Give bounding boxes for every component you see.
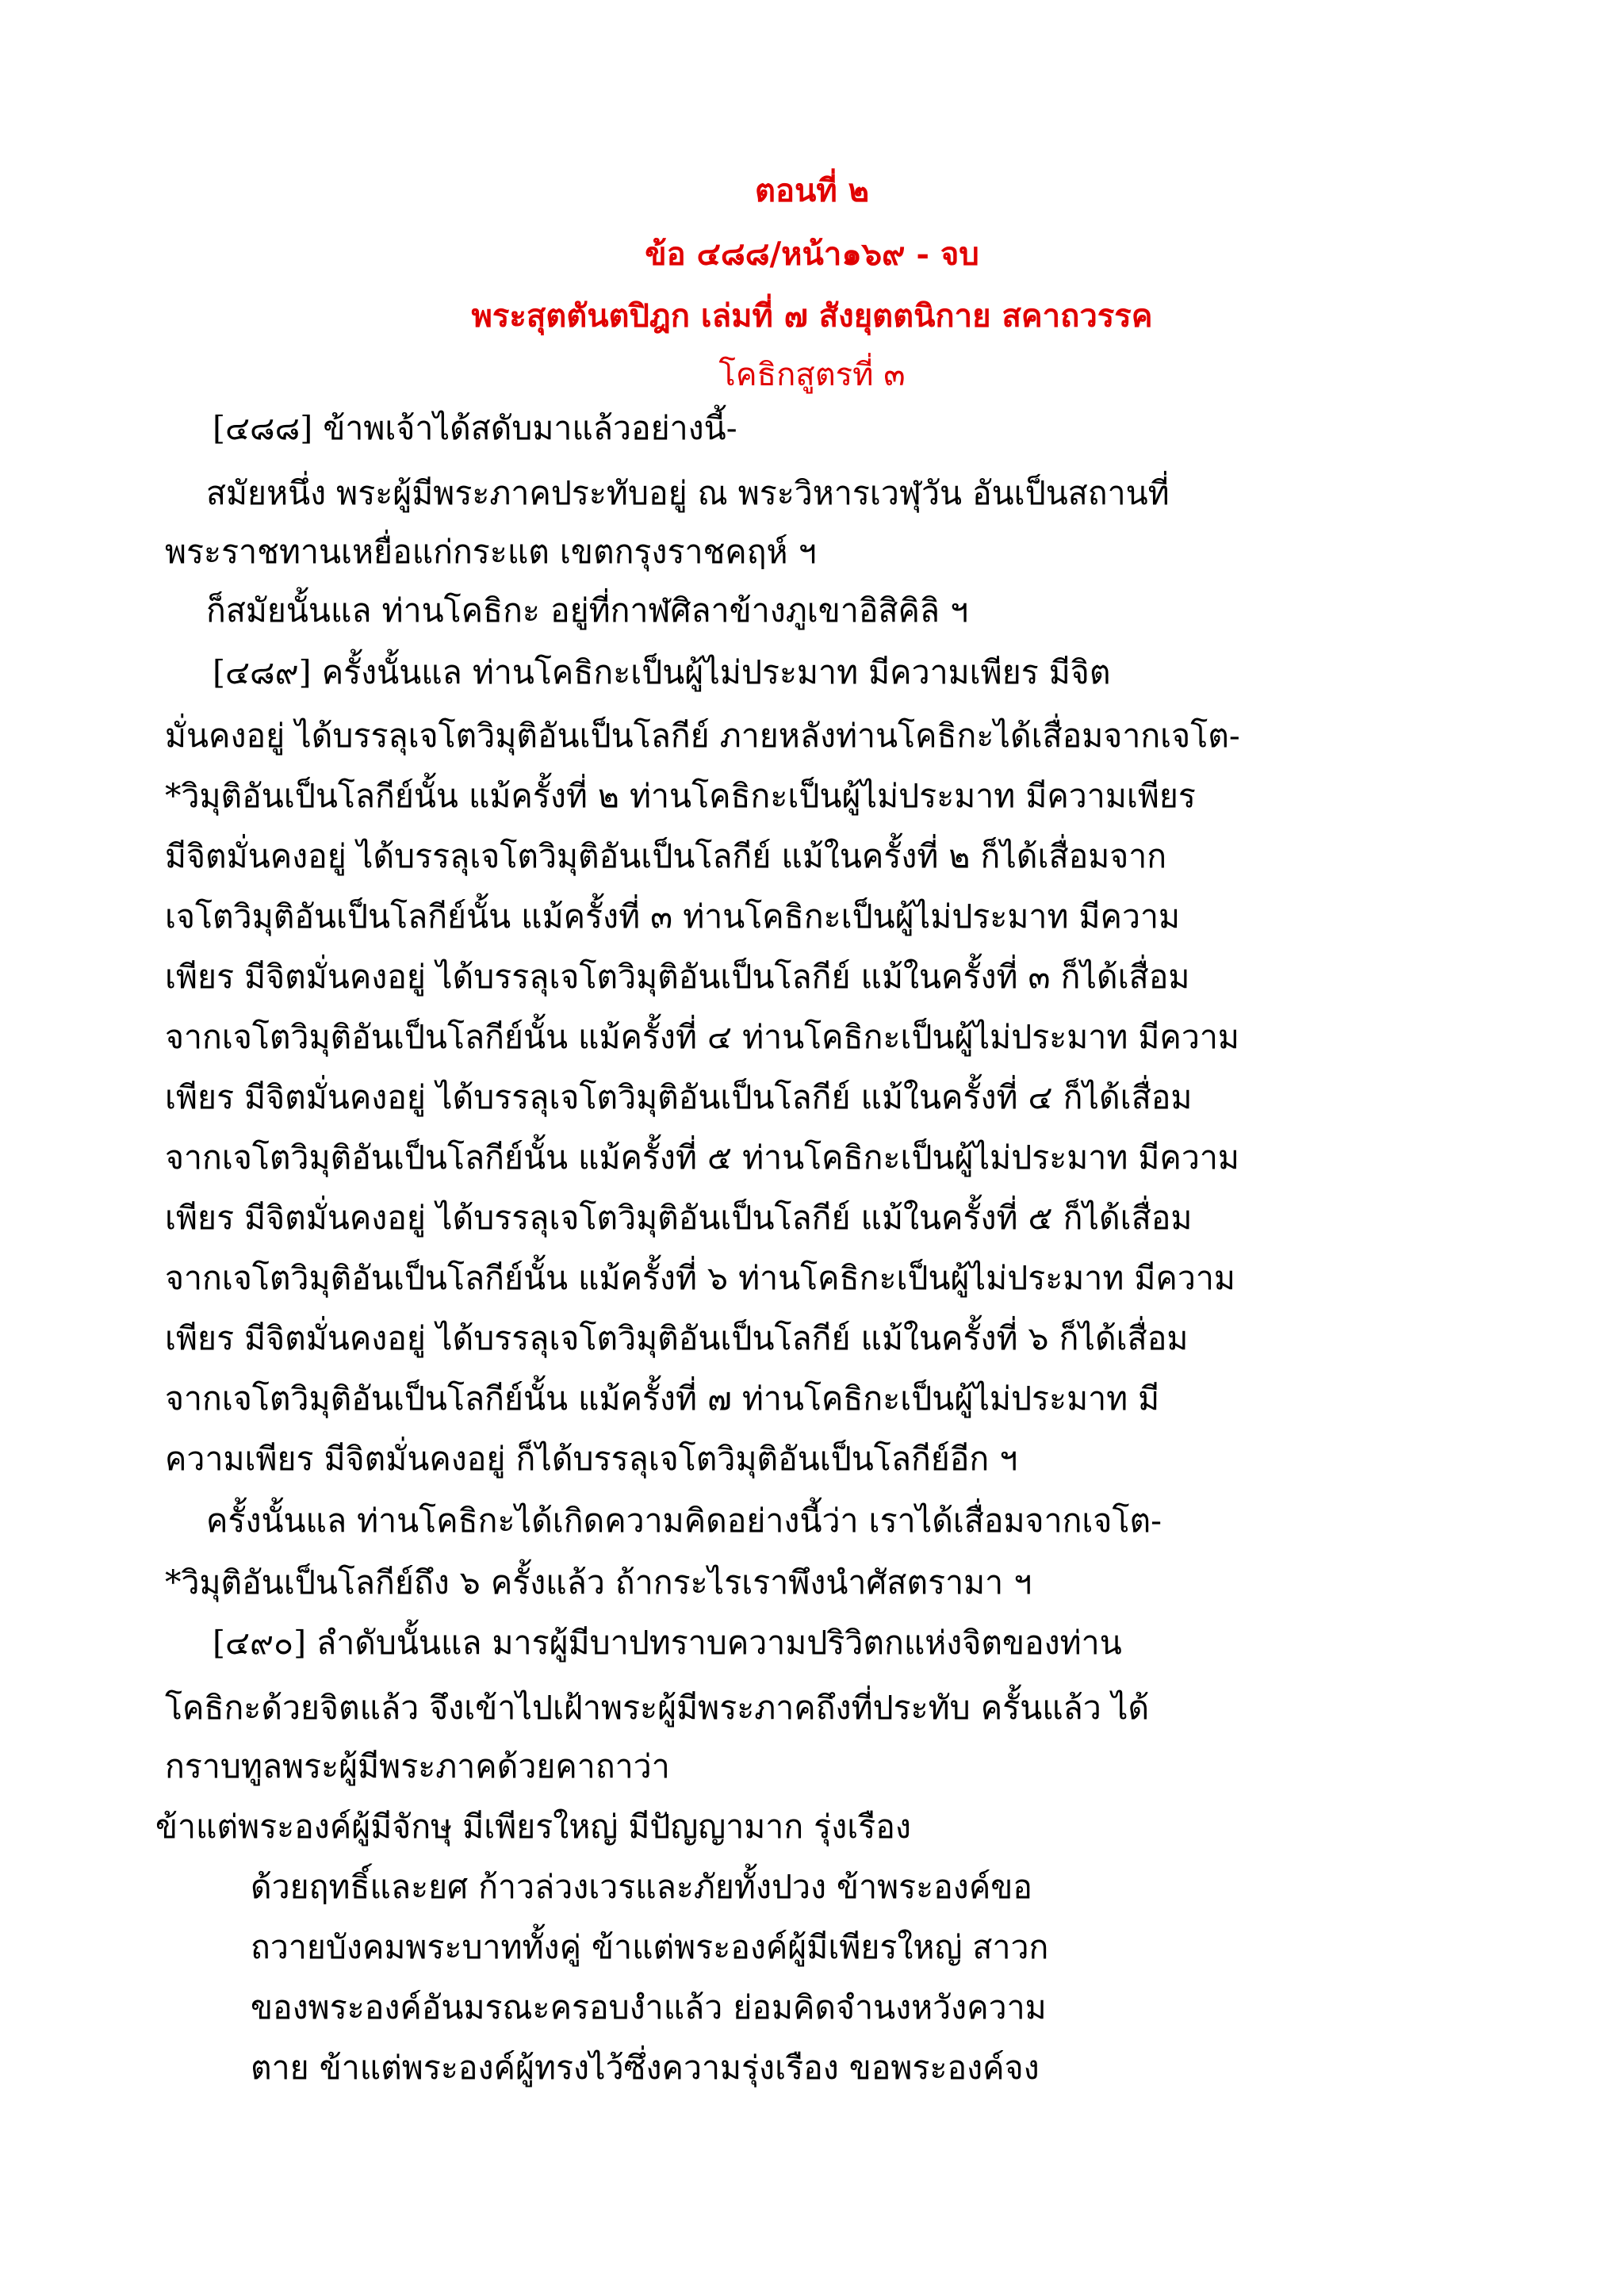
section-heading: ตอนที่ ๒ xyxy=(754,172,869,209)
text-line: จากเจโตวิมุติอันเป็นโลกีย์นั้น แม้ครั้งที่ ๗ ท่านโคธิกะเป็นผู้ไม่ประมาท มี xyxy=(165,1380,1160,1418)
text-line: สมัยหนึ่ง พระผู้มีพระภาคประทับอยู่ ณ พระวิหารเวฬุวัน อันเป็นสถานที่ xyxy=(206,474,1170,512)
text-line: จากเจโตวิมุติอันเป็นโลกีย์นั้น แม้ครั้งที่ ๕ ท่านโคธิกะเป็นผู้ไม่ประมาท มีความ xyxy=(165,1138,1239,1177)
text-line: มั่นคงอยู่ ได้บรรลุเจโตวิมุติอันเป็นโลกีย์ ภายหลังท่านโคธิกะได้เสื่อมจากเจโต- xyxy=(165,717,1240,755)
text-line: เพียร มีจิตมั่นคงอยู่ ได้บรรลุเจโตวิมุติอันเป็นโลกีย์ แม้ในครั้งที่ ๖ ก็ได้เสื่อม xyxy=(165,1319,1189,1357)
verse-line: ของพระองค์อันมรณะครอบงำแล้ว ย่อมคิดจำนงหวังความ xyxy=(251,1988,1047,2026)
text-line: เจโตวิมุติอันเป็นโลกีย์นั้น แม้ครั้งที่ ๓ ท่านโคธิกะเป็นผู้ไม่ประมาท มีความ xyxy=(165,897,1181,936)
text-line: *วิมุติอันเป็นโลกีย์ถึง ๖ ครั้งแล้ว ถ้ากระไรเราพึงนำศัสตรามา ฯ xyxy=(165,1563,1032,1601)
text-line: โคธิกะด้วยจิตแล้ว จึงเข้าไปเฝ้าพระผู้มีพระภาคถึงที่ประทับ ครั้นแล้ว ได้ xyxy=(165,1689,1150,1727)
text-line: *วิมุติอันเป็นโลกีย์นั้น แม้ครั้งที่ ๒ ท่านโคธิกะเป็นผู้ไม่ประมาท มีความเพียร xyxy=(165,777,1196,815)
text-line: มีจิตมั่นคงอยู่ ได้บรรลุเจโตวิมุติอันเป็นโลกีย์ แม้ในครั้งที่ ๒ ก็ได้เสื่อมจาก xyxy=(165,837,1167,875)
text-line: เพียร มีจิตมั่นคงอยู่ ได้บรรลุเจโตวิมุติอันเป็นโลกีย์ แม้ในครั้งที่ ๕ ก็ได้เสื่อม xyxy=(165,1199,1193,1237)
text-line: เพียร มีจิตมั่นคงอยู่ ได้บรรลุเจโตวิมุติอันเป็นโลกีย์ แม้ในครั้งที่ ๔ ก็ได้เสื่อม xyxy=(165,1078,1193,1116)
text-line: จากเจโตวิมุติอันเป็นโลกีย์นั้น แม้ครั้งที่ ๖ ท่านโคธิกะเป็นผู้ไม่ประมาท มีความ xyxy=(165,1259,1235,1297)
book-heading: พระสุตตันตปิฎก เล่มที่ ๗ สังยุตตนิกาย สคาถวรรค xyxy=(471,297,1153,335)
item-page-heading: ข้อ ๔๘๘/หน้า๑๖๙ - จบ xyxy=(645,235,979,273)
text-line: [๔๘๘] ข้าพเจ้าได้สดับมาแล้วอย่างนี้- xyxy=(213,409,737,447)
text-line: จากเจโตวิมุติอันเป็นโลกีย์นั้น แม้ครั้งที่ ๔ ท่านโคธิกะเป็นผู้ไม่ประมาท มีความ xyxy=(165,1018,1239,1056)
text-line: ก็สมัยนั้นแล ท่านโคธิกะ อยู่ที่กาฬศิลาข้างภูเขาอิสิคิลิ ฯ xyxy=(206,591,969,629)
text-line: กราบทูลพระผู้มีพระภาคด้วยคาถาว่า xyxy=(165,1747,670,1785)
text-line: [๔๘๙] ครั้งนั้นแล ท่านโคธิกะเป็นผู้ไม่ประมาท มีความเพียร มีจิต xyxy=(213,653,1111,691)
text-line: เพียร มีจิตมั่นคงอยู่ ได้บรรลุเจโตวิมุติอันเป็นโลกีย์ แม้ในครั้งที่ ๓ ก็ได้เสื่อม xyxy=(165,958,1190,996)
verse-line: ตาย ข้าแต่พระองค์ผู้ทรงไว้ซึ่งความรุ่งเรือง ขอพระองค์จง xyxy=(251,2049,1040,2087)
verse-line: ถวายบังคมพระบาททั้งคู่ ข้าแต่พระองค์ผู้มีเพียรใหญ่ สาวก xyxy=(251,1928,1049,1966)
verse-line: ข้าแต่พระองค์ผู้มีจักษุ มีเพียรใหญ่ มีปัญญามาก รุ่งเรือง xyxy=(155,1808,911,1846)
text-line: ความเพียร มีจิตมั่นคงอยู่ ก็ได้บรรลุเจโตวิมุติอันเป็นโลกีย์อีก ฯ xyxy=(165,1440,1018,1478)
sutta-heading: โคธิกสูตรที่ ๓ xyxy=(718,357,906,393)
text-line: พระราชทานเหยื่อแก่กระแต เขตกรุงราชคฤห์ ฯ xyxy=(165,533,817,571)
text-line: ครั้งนั้นแล ท่านโคธิกะได้เกิดความคิดอย่างนี้ว่า เราได้เสื่อมจากเจโต- xyxy=(206,1502,1162,1540)
text-line: [๔๙๐] ลำดับนั้นแล มารผู้มีบาปทราบความปริวิตกแห่งจิตของท่าน xyxy=(213,1624,1122,1662)
verse-line: ด้วยฤทธิ์และยศ ก้าวล่วงเวรและภัยทั้งปวง ข้าพระองค์ขอ xyxy=(251,1868,1032,1906)
